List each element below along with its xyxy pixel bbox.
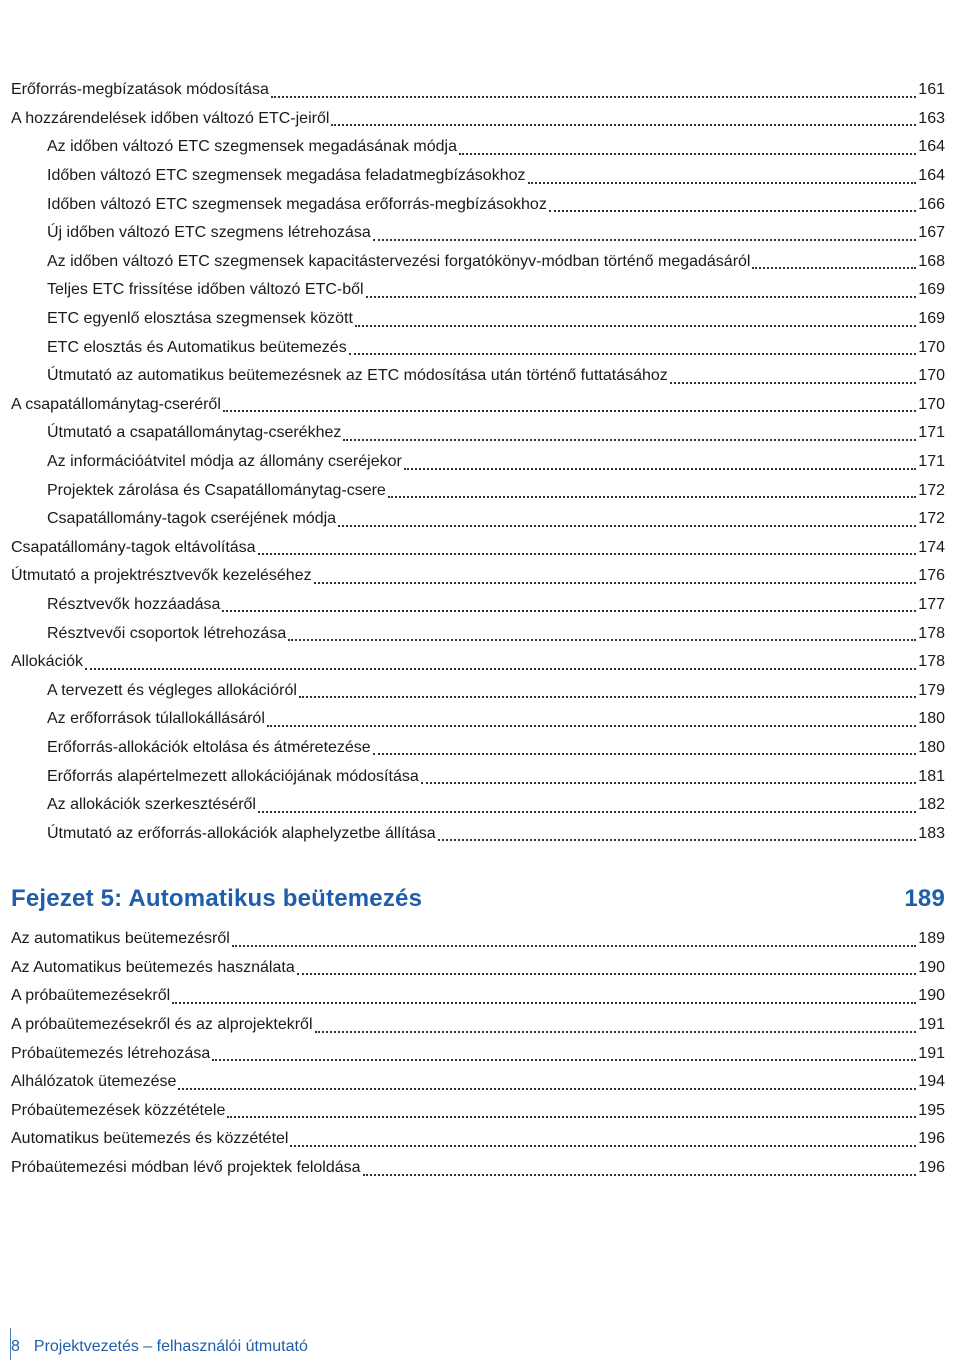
toc-entry[interactable] [0, 1011, 960, 1040]
toc-entry[interactable] [0, 448, 960, 477]
dot-leader [178, 1087, 916, 1090]
toc-entry[interactable] [0, 1039, 960, 1068]
toc-entry[interactable] [0, 248, 960, 277]
toc-entry-page: 189 [918, 930, 945, 948]
toc-entry-title: A próbaütemezésekről [11, 987, 171, 1005]
toc-entry-page: 163 [918, 109, 945, 127]
toc-entry-title: A tervezett és végleges allokációról [47, 681, 297, 699]
toc-entry-title: Résztvevői csoportok létrehozása [47, 624, 287, 642]
toc-entry-title: Próbaütemezési módban lévő projektek feloldása [11, 1159, 361, 1177]
toc-entry-title: ETC egyenlő elosztása szegmensek között [47, 310, 353, 328]
toc-entry[interactable] [0, 925, 960, 954]
dot-leader [299, 695, 916, 698]
toc-entry-page: 164 [918, 167, 945, 185]
dot-leader [172, 1001, 916, 1004]
toc-entry-title: Erőforrás-allokációk eltolása és átméretezése [47, 738, 371, 756]
toc-entry-title: Útmutató a projektrésztvevők kezeléséhez [11, 567, 312, 585]
dot-leader [388, 495, 916, 498]
toc-entry[interactable] [0, 1068, 960, 1097]
dot-leader [355, 324, 916, 327]
toc-entry[interactable] [0, 105, 960, 134]
toc-entry-title: Erőforrás-megbízatások módosítása [11, 81, 269, 99]
dot-leader [290, 1144, 916, 1147]
chapter-title: Fejezet 5: Automatikus beütemezés [11, 885, 423, 912]
dot-leader [232, 944, 917, 947]
toc-entry-title: A csapatállománytag-cseréről [11, 395, 221, 413]
footer-title: Projektvezetés – felhasználói útmutató [33, 1338, 308, 1355]
dot-leader [227, 1115, 916, 1118]
toc-entry[interactable] [0, 76, 960, 105]
toc-entry-title: Az erőforrások túlallokállásáról [47, 710, 265, 728]
dot-leader [338, 524, 916, 527]
toc-entry-page: 179 [918, 681, 945, 699]
toc-entry-title: Útmutató a csapatállománytag-cserékhez [47, 424, 342, 442]
toc-entry-title: Az allokációk szerkesztéséről [47, 796, 256, 814]
toc-entry[interactable] [0, 276, 960, 305]
toc-entry[interactable] [0, 648, 960, 677]
toc-entry-title: Az információátvitel módja az állomány cseréjekor [47, 453, 402, 471]
toc-entry[interactable] [0, 534, 960, 563]
toc-entry-page: 190 [918, 987, 945, 1005]
toc-entry-page: 166 [918, 195, 945, 213]
toc-entry[interactable] [0, 505, 960, 534]
chapter-page: 189 [904, 885, 945, 912]
toc-entry-page: 180 [918, 710, 945, 728]
toc-entry[interactable] [0, 305, 960, 334]
dot-leader [421, 781, 917, 784]
toc-entry-page: 182 [918, 796, 945, 814]
toc-entry-page: 164 [918, 138, 945, 156]
toc-entry-page: 183 [918, 824, 945, 842]
dot-leader [258, 552, 917, 555]
toc-entry-title: Allokációk [11, 653, 84, 671]
dot-leader [223, 409, 916, 412]
toc-entry-page: 177 [918, 595, 945, 613]
toc-entry-page: 171 [918, 424, 945, 442]
toc-entry-title: A hozzárendelések időben változó ETC-jeiről [11, 109, 330, 127]
dot-leader [349, 352, 917, 355]
toc-entry-page: 180 [918, 738, 945, 756]
toc-entry[interactable] [0, 705, 960, 734]
toc-entry-title: Alhálózatok ütemezése [11, 1073, 177, 1091]
toc-entry[interactable] [0, 1125, 960, 1154]
toc-entry-page: 161 [918, 81, 945, 99]
toc-entry-page: 196 [918, 1130, 945, 1148]
toc-entry[interactable] [0, 954, 960, 983]
toc-entry-page: 170 [918, 338, 945, 356]
dot-leader [267, 724, 916, 727]
toc-entry[interactable] [0, 591, 960, 620]
dot-leader [315, 1030, 917, 1033]
dot-leader [404, 467, 916, 470]
toc-entry[interactable] [0, 391, 960, 420]
dot-leader [222, 609, 916, 612]
toc-entry[interactable] [0, 791, 960, 820]
toc-entry-page: 194 [918, 1073, 945, 1091]
toc-entry[interactable] [0, 734, 960, 763]
dot-leader [373, 238, 917, 241]
toc-list-part1 [0, 76, 960, 848]
dot-leader [438, 838, 917, 841]
dot-leader [271, 95, 916, 98]
toc-entry[interactable] [0, 190, 960, 219]
toc-entry-page: 190 [918, 958, 945, 976]
toc-entry-title: Időben változó ETC szegmensek megadása erőforrás-megbízásokhoz [47, 195, 547, 213]
toc-entry-page: 169 [918, 310, 945, 328]
dot-leader [258, 810, 916, 813]
dot-leader [670, 381, 917, 384]
toc-entry-title: Erőforrás alapértelmezett allokációjának módosítása [47, 767, 419, 785]
toc-entry-title: Útmutató az erőforrás-allokációk alaphelyzetbe állítása [47, 824, 436, 842]
toc-entry-title: Az Automatikus beütemezés használata [11, 958, 295, 976]
dot-leader [331, 123, 916, 126]
page-footer [11, 1338, 308, 1356]
toc-entry-title: Próbaütemezések közzététele [11, 1101, 226, 1119]
toc-entry-title: A próbaütemezésekről és az alprojektekről [11, 1016, 313, 1034]
dot-leader [528, 181, 917, 184]
chapter-heading[interactable] [11, 882, 945, 916]
toc-entry-page: 167 [918, 224, 945, 242]
toc-entry[interactable] [0, 1154, 960, 1183]
toc-entry[interactable] [0, 1097, 960, 1126]
dot-leader [549, 209, 916, 212]
toc-entry-title: Automatikus beütemezés és közzététel [11, 1130, 289, 1148]
toc-entry-page: 172 [918, 481, 945, 499]
dot-leader [459, 152, 916, 155]
toc-entry-title: Csapatállomány-tagok cseréjének módja [47, 510, 337, 528]
dot-leader [212, 1058, 916, 1061]
dot-leader [373, 752, 917, 755]
toc-entry-title: Új időben változó ETC szegmens létrehozása [47, 224, 371, 242]
toc-entry-title: Résztvevők hozzáadása [47, 595, 221, 613]
toc-entry-page: 191 [918, 1044, 945, 1062]
dot-leader [314, 581, 917, 584]
toc-entry-page: 170 [918, 367, 945, 385]
dot-leader [288, 638, 916, 641]
toc-entry[interactable] [0, 476, 960, 505]
toc-entry-title: Időben változó ETC szegmensek megadása feladatmegbízásokhoz [47, 167, 526, 185]
toc-entry[interactable] [0, 619, 960, 648]
toc-entry-page: 169 [918, 281, 945, 299]
toc-entry[interactable] [0, 419, 960, 448]
toc-list-part2 [0, 925, 960, 1182]
toc-entry[interactable] [0, 162, 960, 191]
toc-entry-page: 178 [918, 653, 945, 671]
toc-entry[interactable] [0, 819, 960, 848]
toc-entry-title: Útmutató az automatikus beütemezésnek az ETC módosítása után történő futtatásához [47, 367, 668, 385]
toc-entry-page: 196 [918, 1159, 945, 1177]
toc-entry[interactable] [0, 219, 960, 248]
dot-leader [363, 1173, 917, 1176]
dot-leader [297, 972, 917, 975]
toc-entry-page: 172 [918, 510, 945, 528]
toc-entry-page: 171 [918, 453, 945, 471]
dot-leader [366, 295, 917, 298]
toc-entry-page: 176 [918, 567, 945, 585]
dot-leader [343, 438, 916, 441]
toc-entry-title: Az időben változó ETC szegmensek megadásának módja [47, 138, 457, 156]
toc-entry[interactable] [0, 133, 960, 162]
toc-entry-page: 195 [918, 1101, 945, 1119]
toc-entry-title: ETC elosztás és Automatikus beütemezés [47, 338, 347, 356]
toc-entry[interactable] [0, 333, 960, 362]
toc-entry-page: 168 [918, 252, 945, 270]
toc-entry[interactable] [0, 982, 960, 1011]
toc-entry[interactable] [0, 676, 960, 705]
toc-entry-page: 170 [918, 395, 945, 413]
dot-leader [752, 266, 916, 269]
toc-entry[interactable] [0, 562, 960, 591]
toc-entry-page: 174 [918, 538, 945, 556]
toc-entry-page: 181 [918, 767, 945, 785]
toc-entry-title: Próbaütemezés létrehozása [11, 1044, 211, 1062]
toc-entry-title: Az automatikus beütemezésről [11, 930, 230, 948]
dot-leader [85, 667, 916, 670]
toc-entry-title: Az időben változó ETC szegmensek kapacitástervezési forgatókönyv-módban történő megadásáról [47, 252, 751, 270]
toc-entry-title: Csapatállomány-tagok eltávolítása [11, 538, 256, 556]
toc-entry[interactable] [0, 762, 960, 791]
toc-entry-page: 191 [918, 1016, 945, 1034]
footer-page-number: 8 [11, 1338, 20, 1355]
toc-entry-title: Teljes ETC frissítése időben változó ETC-ből [47, 281, 364, 299]
toc-entry-page: 178 [918, 624, 945, 642]
toc-entry-title: Projektek zárolása és Csapatállománytag-csere [47, 481, 386, 499]
toc-entry[interactable] [0, 362, 960, 391]
